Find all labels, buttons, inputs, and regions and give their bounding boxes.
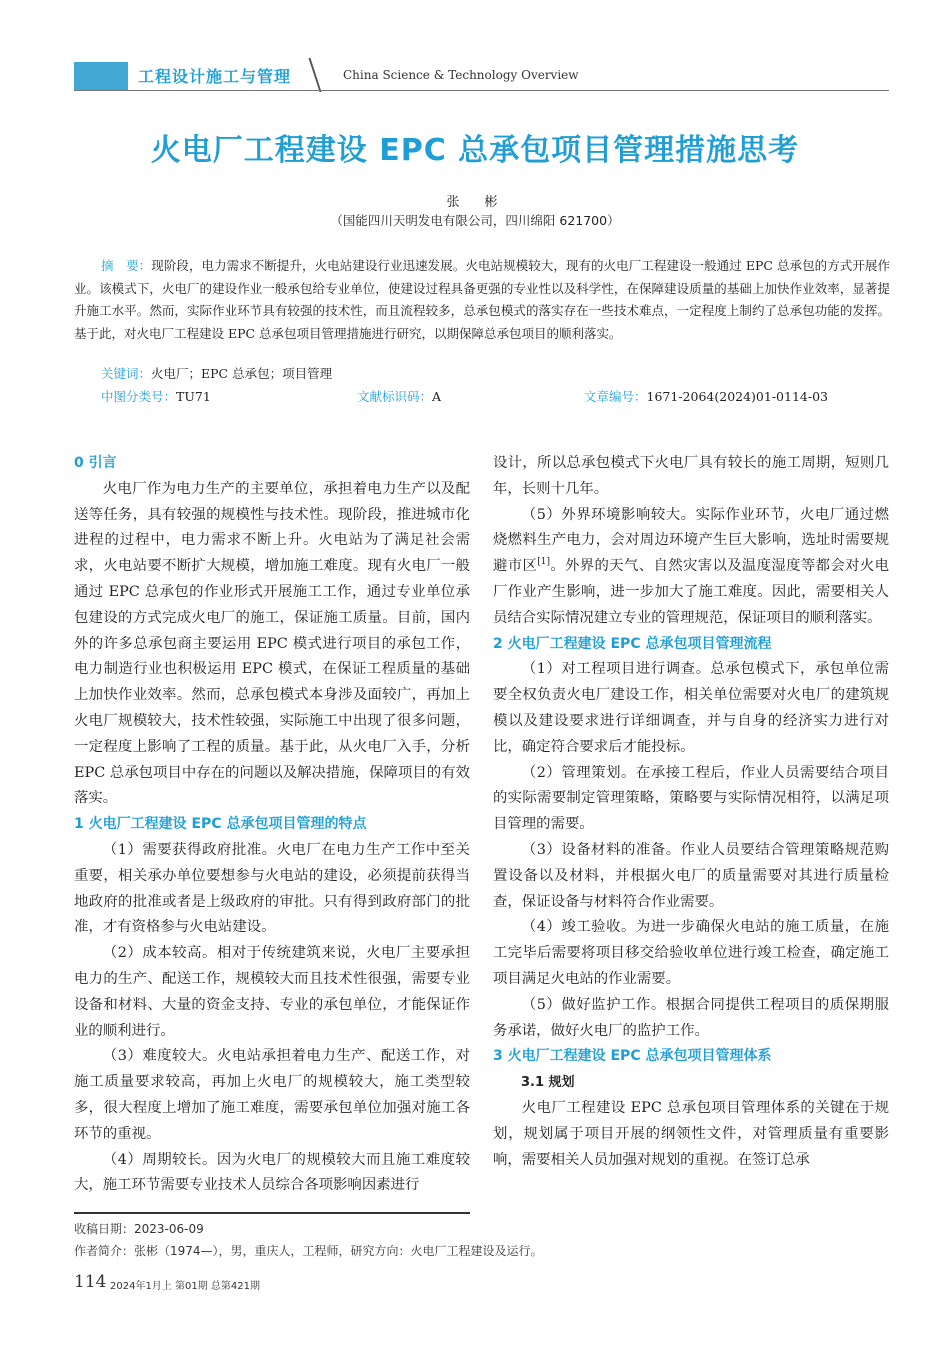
paragraph: （1）需要获得政府批准。火电厂在电力生产工作中至关重要，相关承办单位要想参与火电站的建设，必须提前获得当地政府的批准或者是上级政府的审批。只有得到政府部门的批准，才有资格参与火电站建设。 bbox=[74, 841, 470, 936]
paragraph-text: （5）外界环境影响较大。实际作业环节，火电厂通过燃烧燃料生产电力，会对周边环境产生巨大影响，选址时需要规避市区 bbox=[493, 506, 889, 575]
citation[interactable]: [1] bbox=[537, 557, 550, 568]
keywords-text: 火电厂；EPC 总承包；项目管理 bbox=[151, 366, 333, 381]
heading-section-3-1: 3.1 规划 bbox=[521, 1075, 575, 1091]
doc-label: 文献标识码： bbox=[357, 389, 433, 404]
paragraph: （4）周期较长。因为火电厂的规模较大而且施工难度较大，施工环节需要专业技术人员综合各项影响因素进行 bbox=[74, 1151, 470, 1194]
clc-label: 中图分类号： bbox=[101, 389, 177, 404]
heading-section-2: 2 火电厂工程建设 EPC 总承包项目管理流程 bbox=[493, 635, 772, 652]
abstract bbox=[74, 255, 890, 345]
paragraph: （2）成本较高。相对于传统建筑来说，火电厂主要承担电力的生产、配送工作，规模较大而且技术性很强，需要专业设备和材料、大量的资金支持、专业的承包单位，才能保证作业的顺利进行。 bbox=[74, 945, 470, 1039]
paragraph: （3）设备材料的准备。作业人员要结合管理策略规范购置设备以及材料，并根据火电厂的质量需要对其进行质量检查，保证设备与材料符合作业需要。 bbox=[493, 841, 889, 910]
doc-value: A bbox=[432, 389, 442, 404]
issue-info: 2024年1月上 第01期 总第421期 bbox=[110, 1281, 260, 1292]
paragraph: （5）做好监护工作。根据合同提供工程项目的质保期服务承诺，做好火电厂的监护工作。 bbox=[493, 996, 889, 1039]
keywords-label: 关键词： bbox=[101, 366, 152, 381]
author: 张 彬 bbox=[446, 195, 504, 210]
doc-code bbox=[357, 387, 441, 405]
paragraph bbox=[493, 503, 889, 632]
paragraph: 设计，所以总承包模式下火电厂具有较长的施工周期，短则几年，长则十几年。 bbox=[493, 455, 889, 497]
paragraph: （2）管理策划。在承接工程后，作业人员需要结合项目的实际需要制定管理策略，策略要与实际情况相符，以满足项目管理的需要。 bbox=[493, 764, 889, 833]
section-title: 工程设计施工与管理 bbox=[138, 67, 292, 86]
article-number-label: 文章编号： bbox=[584, 389, 647, 404]
journal-name: China Science & Technology Overview bbox=[343, 68, 579, 82]
heading-section-1: 1 火电厂工程建设 EPC 总承包项目管理的特点 bbox=[74, 816, 367, 833]
footnote-rule bbox=[74, 1212, 470, 1214]
paragraph: （1）对工程项目进行调查。总承包模式下，承包单位需要全权负责火电厂建设工作，相关单位需要对火电厂的建筑规模以及建设要求进行详细调查，并与自身的经济实力进行对比，确定符合要求后才能投标。 bbox=[493, 661, 889, 755]
left-column bbox=[74, 451, 470, 1199]
right-column bbox=[493, 451, 889, 1173]
header-rule bbox=[74, 90, 889, 91]
paragraph: （3）难度较大。火电站承担着电力生产、配送工作，对施工质量要求较高，再加上火电厂的规模较大，施工类型较多，很大程度上增加了施工难度，需要承包单位加强对施工各环节的重视。 bbox=[74, 1048, 470, 1142]
clc-value: TU71 bbox=[176, 389, 211, 404]
paragraph-text: 。外界的天气、自然灾害以及温度湿度等都会对火电厂作业产生影响，进一步加大了施工难度。因此，需要相关人员结合实际情况建立专业的管理规范，保证项目的顺利落实。 bbox=[493, 558, 889, 626]
article-number-value: 1671-2064(2024)01-0114-03 bbox=[646, 389, 828, 404]
heading-introduction: 0 引言 bbox=[74, 455, 117, 471]
author-bio: 作者简介：张彬（1974—），男，重庆人，工程师，研究方向：火电厂工程建设及运行。 bbox=[74, 1244, 543, 1258]
header-divider bbox=[308, 58, 321, 92]
heading-section-3: 3 火电厂工程建设 EPC 总承包项目管理体系 bbox=[493, 1048, 772, 1065]
clc-number bbox=[101, 387, 211, 405]
keywords bbox=[101, 364, 332, 382]
header-color-block bbox=[74, 62, 128, 90]
paragraph: 火电厂作为电力生产的主要单位，承担着电力生产以及配送等任务，具有较强的规模性与技术性。现阶段，推进城市化进程的过程中，电力需求不断上升。火电站为了满足社会需求，火电站要不断扩大规模，增加施工难度。现有火电厂一般通过 EPC 总承包的作业形式开展施工工作，通过专业单位承包建设的方式完成火电厂的施工，保证施工质量。目前，国内外的许多总承包商主要运用 EPC 模式进行项目的承包工作，电力制造行业也积极运用 EPC 模式，在保证工程质量的基础上加快作业效率。然而，总承包模式本身涉及面较广，再加上火电厂规模较大，技术性较强，实际施工中出现了很多问题，一定程度上影响了工程的质量。基于此，从火电厂入手，分析 EPC 总承包项目中存在的问题以及解决措施，保障项目的有效落实。 bbox=[74, 480, 470, 807]
abstract-label: 摘 要： bbox=[101, 258, 152, 273]
paragraph: 火电厂工程建设 EPC 总承包项目管理体系的关键在于规划，规划属于项目开展的纲领性文件，对管理质量有重要影响，需要相关人员加强对规划的重视。在签订总承 bbox=[493, 1099, 889, 1168]
page-number: 114 bbox=[74, 1272, 107, 1292]
paragraph: （4）竣工验收。为进一步确保火电站的施工质量，在施工完毕后需要将项目移交给验收单位进行竣工检查，确定施工项目满足火电站的作业需要。 bbox=[493, 919, 889, 987]
article-title: 火电厂工程建设 EPC 总承包项目管理措施思考 bbox=[150, 133, 800, 168]
abstract-text: 现阶段，电力需求不断提升，火电站建设行业迅速发展。火电站规模较大，现有的火电厂工程建设一般通过 EPC 总承包的方式开展作业。该模式下，火电厂的建设作业一般承包给专业单位，使建设过程具备更强的专业性以及科学性，在保障建设质量的基础上加快作业效率，显著提升施工水平。然而，实际作业环节具有较强的技术性，而且流程较多，总承包模式的落实存在一些技术难点，一定程度上制约了总承包功能的发挥。基于此，对火电厂工程建设 EPC 总承包项目管理措施进行研究，以期保障总承包项目的顺利落实。 bbox=[74, 258, 890, 341]
received-date: 收稿日期：2023-06-09 bbox=[74, 1222, 204, 1236]
article-number bbox=[584, 387, 828, 405]
affiliation: （国能四川天明发电有限公司，四川绵阳 621700） bbox=[330, 213, 620, 228]
